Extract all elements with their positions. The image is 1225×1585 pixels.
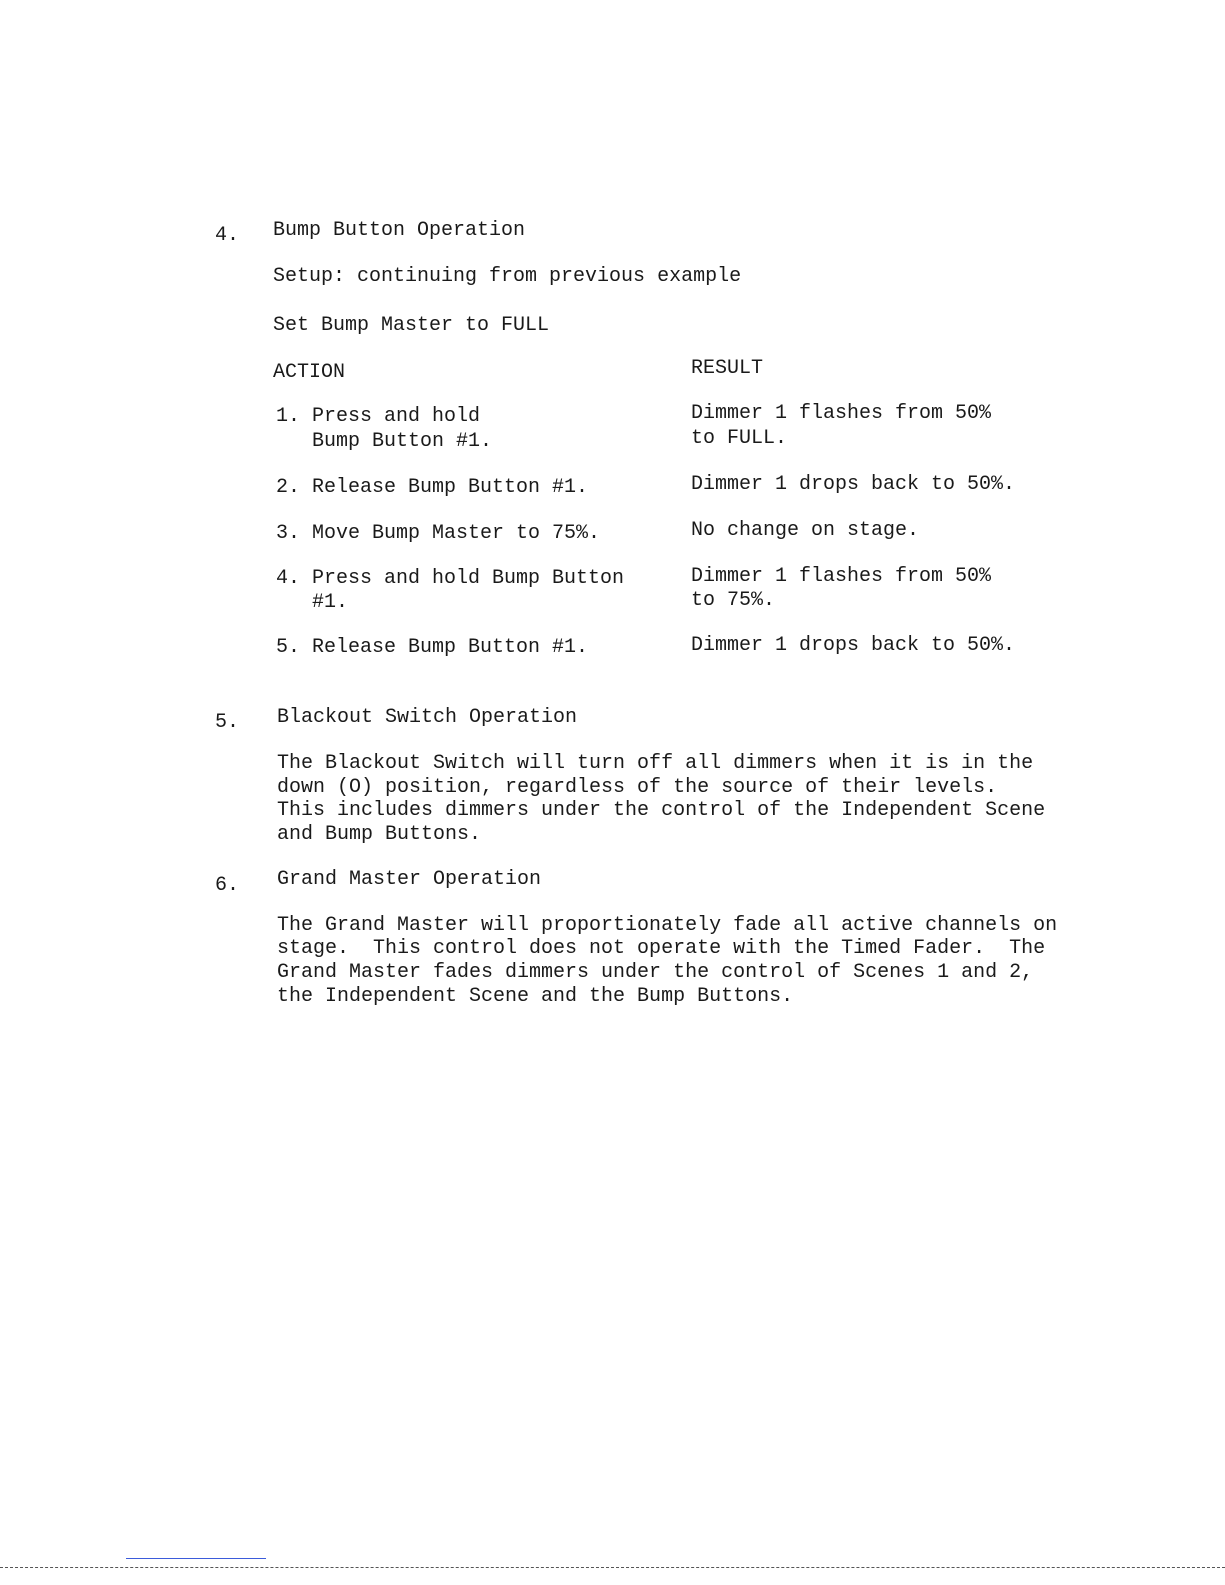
section-5-line-2: down (O) position, regardless of the source of their levels. xyxy=(277,776,998,799)
section-5-line-1: The Blackout Switch will turn off all dimmers when it is in the xyxy=(277,752,1034,775)
step-3-action: 3. Move Bump Master to 75%. xyxy=(276,522,601,545)
step-1-action-line-2: Bump Button #1. xyxy=(276,430,493,453)
scan-bottom-edge xyxy=(0,1567,1225,1568)
section-4-title: Bump Button Operation xyxy=(273,219,526,242)
step-3-result: No change on stage. xyxy=(691,519,920,542)
section-4-number: 4. xyxy=(215,224,240,247)
section-6-title: Grand Master Operation xyxy=(277,868,542,891)
section-6-number: 6. xyxy=(215,874,240,897)
step-5-result: Dimmer 1 drops back to 50%. xyxy=(691,634,1016,657)
step-4-action-line-2: #1. xyxy=(276,591,349,614)
section-4-instruction: Set Bump Master to FULL xyxy=(273,314,550,337)
step-2-result: Dimmer 1 drops back to 50%. xyxy=(691,473,1016,496)
section-5-line-4: and Bump Buttons. xyxy=(277,823,482,846)
section-6-line-2: stage. This control does not operate with the Timed Fader. The xyxy=(277,937,1046,960)
step-4-result-line-2: to 75%. xyxy=(691,589,776,612)
scan-blue-rule xyxy=(126,1558,266,1559)
section-5-line-3: This includes dimmers under the control of the Independent Scene xyxy=(277,799,1046,822)
result-header: RESULT xyxy=(691,357,764,380)
section-6-line-1: The Grand Master will proportionately fade all active channels on xyxy=(277,914,1058,937)
action-header: ACTION xyxy=(273,361,346,384)
section-4-setup: Setup: continuing from previous example xyxy=(273,265,742,288)
step-1-result-line-1: Dimmer 1 flashes from 50% xyxy=(691,402,992,425)
section-5-title: Blackout Switch Operation xyxy=(277,706,578,729)
step-1-action-line-1: 1. Press and hold xyxy=(276,405,481,428)
section-5-number: 5. xyxy=(215,711,240,734)
step-4-action-line-1: 4. Press and hold Bump Button xyxy=(276,567,625,590)
step-1-result-line-2: to FULL. xyxy=(691,427,788,450)
step-5-action: 5. Release Bump Button #1. xyxy=(276,636,589,659)
section-6-line-4: the Independent Scene and the Bump Buttons. xyxy=(277,985,794,1008)
step-2-action: 2. Release Bump Button #1. xyxy=(276,476,589,499)
step-4-result-line-1: Dimmer 1 flashes from 50% xyxy=(691,565,992,588)
section-6-line-3: Grand Master fades dimmers under the control of Scenes 1 and 2, xyxy=(277,961,1034,984)
